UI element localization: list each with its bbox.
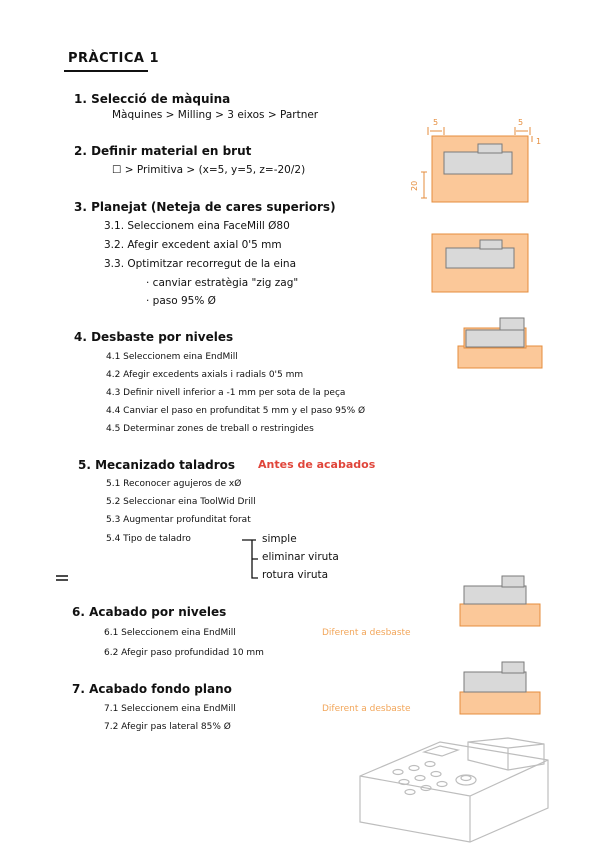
section-3-item: 3.1. Seleccionem eina FaceMill Ø80 [104, 220, 290, 232]
equals-mark [56, 576, 68, 580]
section-7-heading: 7. Acabado fondo plano [72, 682, 232, 696]
dim-height: 20 [410, 180, 419, 191]
section-2-heading: 2. Definir material en brut [74, 144, 252, 158]
drill-type: eliminar viruta [262, 551, 339, 563]
section-4-heading: 4. Desbaste por niveles [74, 330, 234, 344]
section-3-bullet: · canviar estratègia "zig zag" [146, 277, 299, 289]
section-3-bullet: · paso 95% Ø [146, 295, 216, 307]
section-4-item: 4.1 Seleccionem eina EndMill [106, 352, 238, 362]
stock-diagram-1 [421, 127, 532, 202]
stock-diagram-2 [432, 234, 528, 292]
section-5-item: 5.1 Reconocer agujeros de xØ [106, 479, 242, 489]
section-5-note: Antes de acabados [258, 458, 376, 471]
page-title: PRÀCTICA 1 [68, 51, 160, 66]
section-3-item: 3.3. Optimitzar recorregut de la eina [104, 258, 297, 270]
section-6-item: 6.1 Seleccionem eina EndMill [104, 628, 236, 638]
machine-sketch [360, 738, 548, 842]
drill-type: rotura viruta [262, 569, 329, 581]
section-4-item: 4.3 Definir nivell inferior a -1 mm per sota de la peça [106, 388, 346, 398]
drill-type: simple [262, 533, 297, 545]
section-5-heading: 5. Mecanizado taladros [78, 458, 236, 472]
section-6-item: 6.2 Afegir paso profundidad 10 mm [104, 648, 264, 658]
section-4-item: 4.5 Determinar zones de treball o restringides [106, 424, 314, 434]
section-3-heading: 3. Planejat (Neteja de cares superiors) [74, 200, 336, 214]
section-4-item: 4.2 Afegir excedents axials i radials 0'5 mm [106, 370, 304, 380]
section-5-item: 5.4 Tipo de taladro [106, 534, 191, 544]
section-1-line: Màquines > Milling > 3 eixos > Partner [112, 109, 319, 121]
section-7-note: Diferent a desbaste [322, 704, 411, 714]
section-5-item: 5.2 Seleccionar eina ToolWid Drill [106, 497, 256, 507]
section-1-heading: 1. Selecció de màquina [74, 92, 231, 106]
section-7-item: 7.2 Afegir pas lateral 85% Ø [104, 722, 231, 732]
dim-right: 5 [518, 118, 524, 127]
dim-top: 1 [536, 137, 542, 146]
stock-diagram-5 [460, 662, 540, 714]
drill-type-bracket [242, 540, 258, 578]
stock-diagram-4 [460, 576, 540, 626]
section-6-note: Diferent a desbaste [322, 628, 411, 638]
section-5-item: 5.3 Augmentar profunditat forat [106, 515, 251, 525]
section-2-line: ☐ > Primitiva > (x=5, y=5, z=-20/2) [112, 164, 306, 176]
section-7-item: 7.1 Seleccionem eina EndMill [104, 704, 236, 714]
section-6-heading: 6. Acabado por niveles [72, 605, 227, 619]
stock-diagram-3 [458, 318, 542, 368]
section-3-item: 3.2. Afegir excedent axial 0'5 mm [104, 239, 282, 251]
section-4-item: 4.4 Canviar el paso en profunditat 5 mm y el paso 95% Ø [106, 406, 366, 416]
dim-left: 5 [433, 118, 439, 127]
